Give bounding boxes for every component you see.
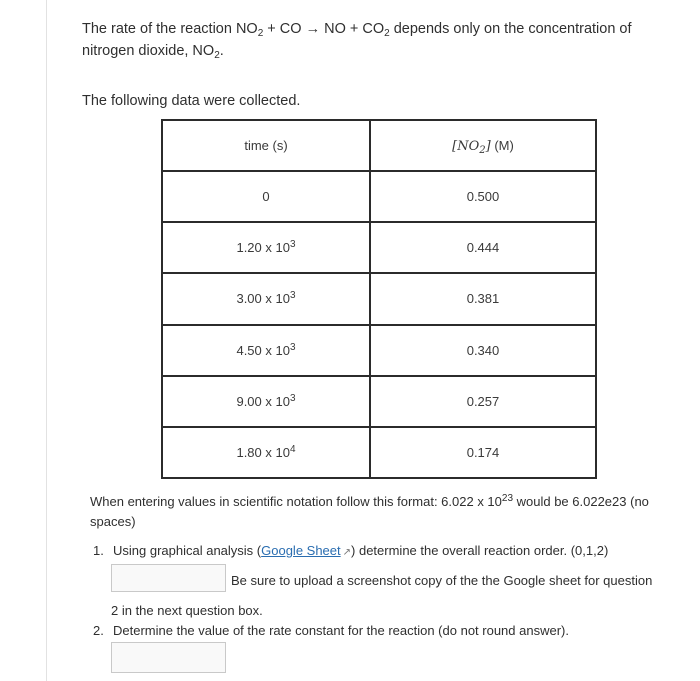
conc-cell: 0.174: [370, 427, 596, 478]
conc-cell: 0.500: [370, 171, 596, 222]
table-row: [162, 273, 596, 324]
conc-cell: 0.257: [370, 376, 596, 427]
problem-statement: The rate of the reaction $NO_2$ + CO → NO + $CO_2$ depends only on the concentration of nitrogen dioxide, $NO_2$.: [82, 21, 632, 61]
rate-data-table: [161, 119, 597, 479]
time-cell: 1.20 x $10^3$: [162, 222, 370, 273]
question-1-answer-input[interactable]: [111, 564, 226, 592]
question-2-number: 2.: [93, 623, 104, 638]
time-cell: 4.50 x $10^3$: [162, 325, 370, 376]
question-2-answer-input[interactable]: [111, 642, 226, 673]
table-row: [162, 222, 596, 273]
question-1-number: 1.: [93, 543, 104, 558]
time-cell: 3.00 x $10^3$: [162, 273, 370, 324]
time-cell: 9.00 x $10^3$: [162, 376, 370, 427]
question-1-upload-note-cont: 2 in the next question box.: [111, 603, 263, 618]
conc-cell: 0.444: [370, 222, 596, 273]
table-header-row: [162, 120, 596, 171]
time-cell: 1.80 x $10^4$: [162, 427, 370, 478]
table-row: [162, 427, 596, 478]
question-1-upload-note: Be sure to upload a screenshot copy of the the Google sheet for question: [231, 573, 653, 588]
external-link-icon: ↗: [342, 547, 352, 558]
table-row: [162, 376, 596, 427]
header-time: time (s): [162, 120, 370, 171]
table-row: [162, 325, 596, 376]
question-1: 1. Using graphical analysis (Google Sheet ↗) determine the overall reaction order. (0,1,2): [93, 541, 608, 563]
time-cell: 0: [162, 171, 370, 222]
table-row: [162, 171, 596, 222]
question-2: 2. Determine the value of the rate constant for the reaction (do not round answer).: [93, 621, 569, 641]
conc-cell: 0.381: [370, 273, 596, 324]
scientific-notation-instructions: When entering values in scientific notation follow this format: 6.022 x $10^{23}$ would be 6.022e23 (no spaces): [90, 493, 649, 529]
data-collected-label: The following data were collected.: [82, 93, 301, 109]
conc-cell: 0.340: [370, 325, 596, 376]
header-concentration: $[NO_2]$ (M): [370, 120, 596, 171]
google-sheet-link[interactable]: Google Sheet: [261, 543, 341, 558]
